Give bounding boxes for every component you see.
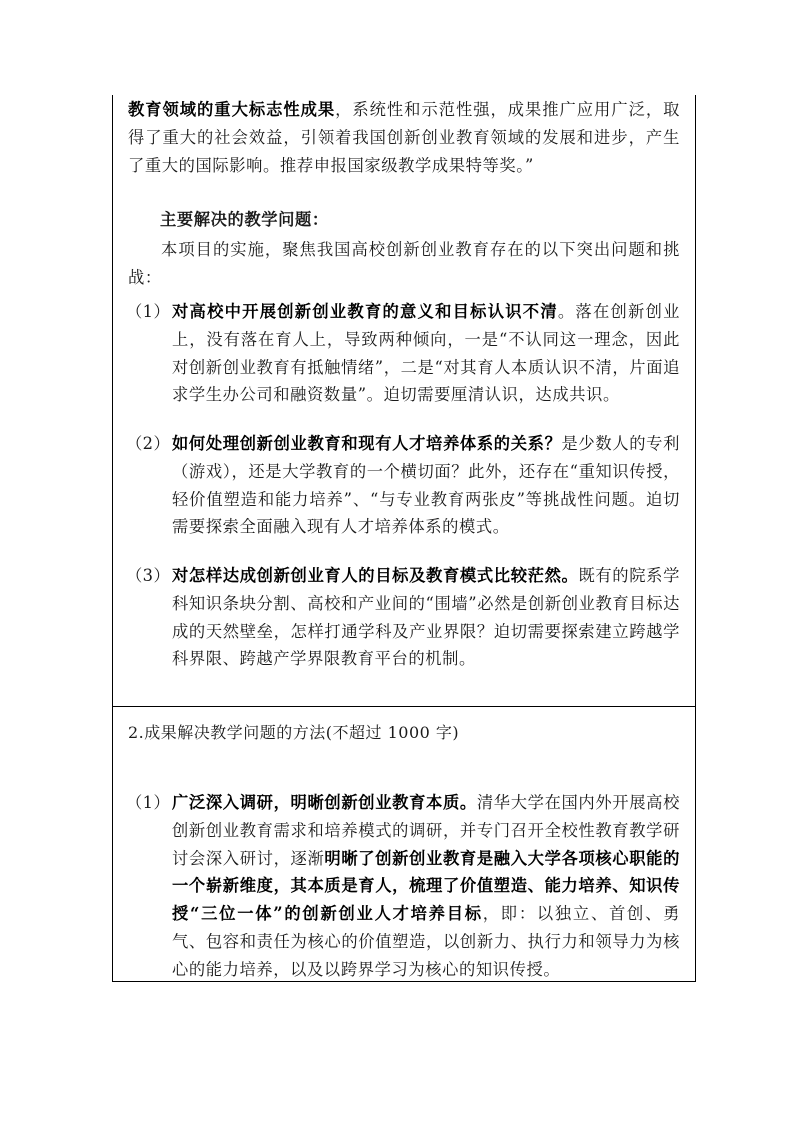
problem-number: （3） [126,566,171,585]
intro-text: ，系统性和示范性强，成果推广应用广泛，取得了重大的社会效益，引领着我国创新创业教育领域的发展和进步，产生了重大的国际影响。推荐申报国家级教学成果特等奖。” [128,100,680,175]
intro-paragraph [128,96,680,179]
problem-text: 既有的院系学科知识条块分割、高校和产业间的“围墙”必然是创新创业教育目标达成的天然壁垒，怎样打通学科及产业界限？迫切需要探索建立跨越学科界限、跨越产学界限教育平台的机制。 [172,566,680,669]
method-text-1: 清华大学在国内外开展高校创新创业教育需求和培养模式的调研，并专门召开全校性教育教学研讨会深入研讨，逐渐 [172,793,680,868]
section-title-methods: 2.成果解决教学问题的方法(不超过 1000 字) [128,723,460,742]
problem-text: 是少数人的专利（游戏），还是大学教育的一个横切面？此外，还存在“重知识传授，轻价值塑造和能力培养”、“与专业教育两张皮”等挑战性问题。迫切需要探索全面融入现有人才培养体系的模式。 [172,434,680,537]
method-item-1 [172,789,680,984]
method-bold-1: 广泛深入调研，明晰创新创业教育本质。 [172,793,477,812]
problem-item-2 [172,430,680,541]
method-text-2: ，即：以独立、首创、勇气、包容和责任为核心的价值塑造，以创新力、执行力和领导力为核心的能力培养，以及以跨界学习为核心的知识传授。 [172,904,680,979]
method-number: （1） [126,793,171,812]
problem-text: 。落在创新创业上，没有落在育人上，导致两种倾向，一是“不认同这一理念，因此对创新创业教育有抵触情绪”，二是“对其育人本质认识不清，片面追求学生办公司和融资数量”。迫切需要厘清认识，达成共识。 [172,302,681,405]
problem-item-1 [172,298,680,409]
problems-heading: 主要解决的教学问题： [160,210,329,229]
method-bold-2: 明晰了创新创业教育是融入大学各项核心职能的一个崭新维度，其本质是育人，梳理了价值塑造、能力培养、知识传授“三位一体”的创新创业人才培养目标 [172,848,680,924]
problems-intro: 本项目的实施，聚焦我国高校创新创业教育存在的以下突出问题和挑战： [128,240,680,287]
problem-bold: 如何处理创新创业教育和现有人才培养体系的关系？ [172,434,562,453]
problem-number: （2） [126,434,171,453]
problem-bold: 对怎样达成创新创业育人的目标及教育模式比较茫然。 [172,566,579,585]
problem-bold: 对高校中开展创新创业教育的意义和目标认识不清 [172,302,558,321]
intro-bold: 教育领域的重大标志性成果 [128,100,336,119]
problem-item-3 [172,562,680,673]
problem-number: （1） [126,302,171,321]
